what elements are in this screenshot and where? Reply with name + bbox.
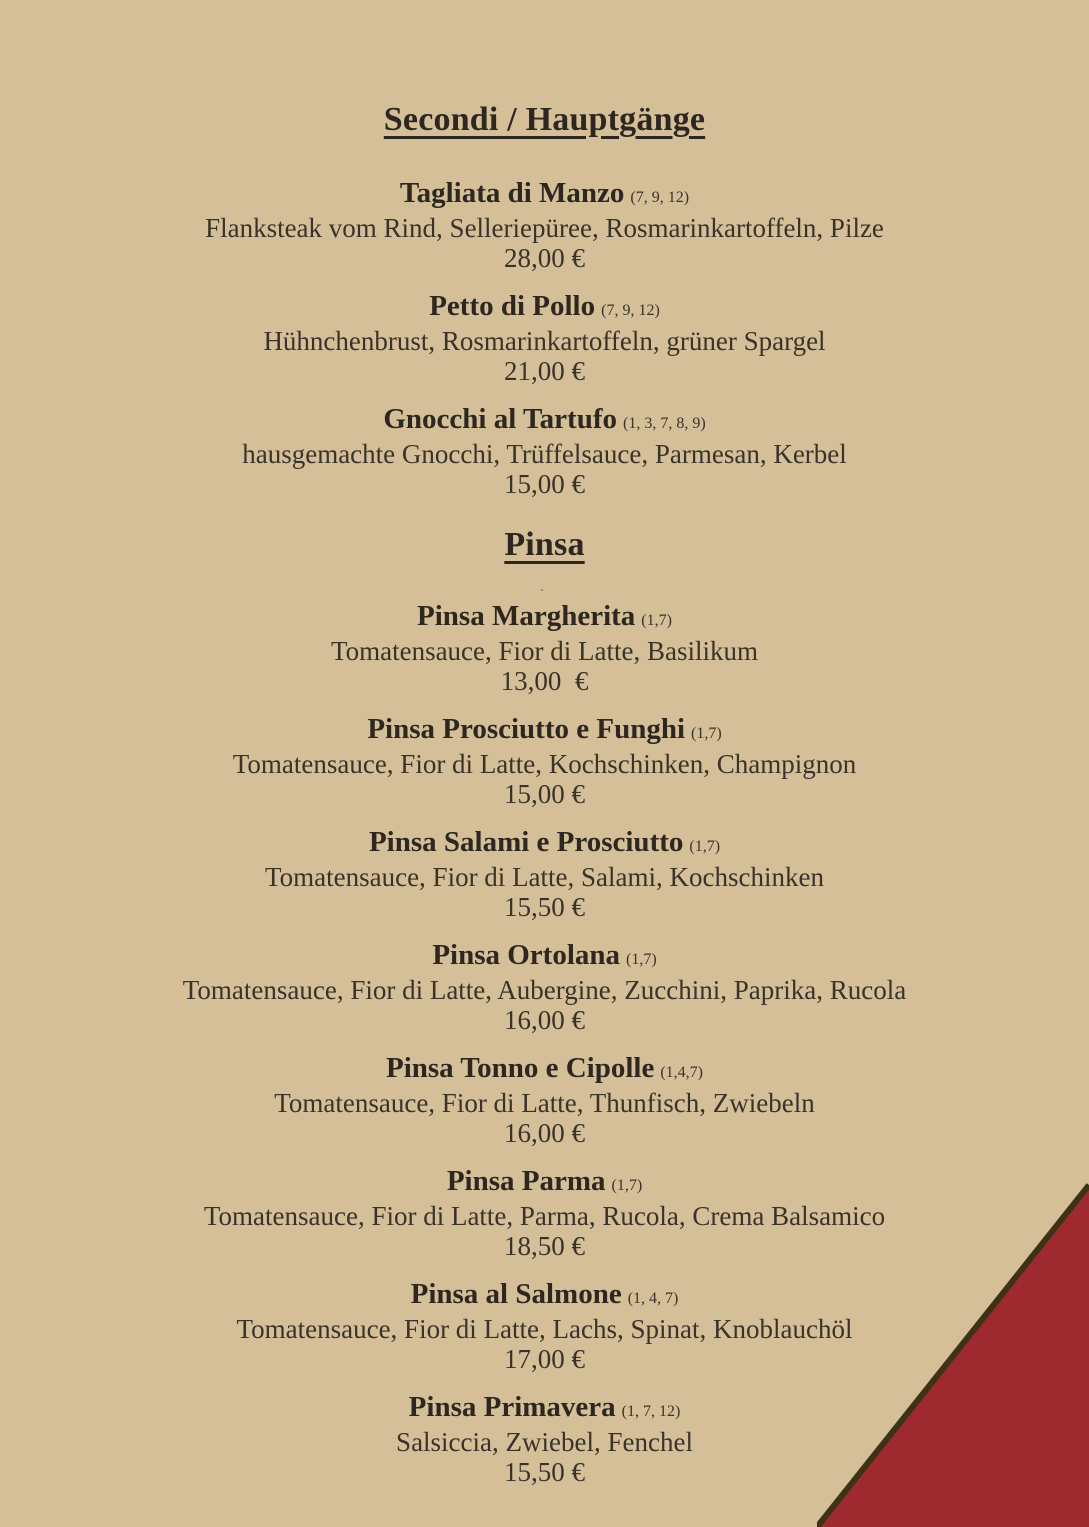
item-description: Salsiccia, Zwiebel, Fenchel	[396, 1427, 693, 1457]
item-header	[0, 714, 1089, 749]
item-header	[0, 404, 1089, 439]
item-description: Tomatensauce, Fior di Latte, Parma, Rucola, Crema Balsamico	[203, 1201, 886, 1231]
stray-print-mark: .	[540, 578, 544, 595]
item-description: Tomatensauce, Fior di Latte, Lachs, Spinat, Knoblauchöl	[236, 1314, 853, 1344]
item-description: hausgemachte Gnocchi, Trüffelsauce, Parmesan, Kerbel	[242, 439, 847, 469]
item-price: 15,00 €	[504, 779, 585, 809]
item-allergens: (1,4,7)	[660, 1064, 703, 1081]
item-allergens: (7, 9, 12)	[601, 302, 660, 319]
item-name: Pinsa Prosciutto e Funghi	[367, 713, 686, 745]
item-description: Tomatensauce, Fior di Latte, Basilikum	[330, 636, 759, 666]
item-header	[0, 601, 1089, 636]
menu-item-pinsa-tonno-e-cipolle	[0, 1053, 1089, 1148]
menu-item-pinsa-margherita	[0, 601, 1089, 696]
item-allergens: (1,7)	[641, 612, 672, 629]
item-description: Tomatensauce, Fior di Latte, Kochschinken, Champignon	[232, 749, 857, 779]
item-header	[0, 1053, 1089, 1088]
section-title-secondi: Secondi / Hauptgänge	[383, 101, 706, 138]
item-price: 17,00 €	[504, 1344, 585, 1374]
item-header	[0, 291, 1089, 326]
menu-item-pinsa-salami-e-prosciutto	[0, 827, 1089, 922]
item-allergens: (1,7)	[691, 725, 722, 742]
item-price: 15,50 €	[504, 892, 585, 922]
item-name: Petto di Pollo	[429, 290, 596, 322]
section-title-pinsa: Pinsa	[504, 526, 585, 563]
menu-item-pinsa-prosciutto-e-funghi	[0, 714, 1089, 809]
corner-accent-triangle	[817, 1177, 1089, 1527]
item-description: Flanksteak vom Rind, Selleriepüree, Rosmarinkartoffeln, Pilze	[205, 213, 884, 243]
item-name: Tagliata di Manzo	[399, 177, 625, 209]
item-price: 18,50 €	[504, 1231, 585, 1261]
item-allergens: (1, 7, 12)	[621, 1403, 681, 1420]
item-allergens: (1,7)	[611, 1177, 643, 1194]
item-header	[0, 178, 1089, 213]
item-header	[0, 827, 1089, 862]
item-name: Pinsa Primavera	[408, 1391, 616, 1423]
menu-item-tagliata-di-manzo	[0, 178, 1089, 273]
item-price: 15,50 €	[504, 1457, 585, 1487]
item-price: 16,00 €	[504, 1118, 585, 1148]
item-allergens: (1,7)	[689, 838, 721, 855]
item-allergens: (1, 3, 7, 8, 9)	[623, 415, 706, 432]
item-name: Pinsa al Salmone	[410, 1278, 622, 1310]
item-price: 15,00 €	[504, 469, 585, 499]
item-name: Pinsa Parma	[446, 1165, 606, 1197]
item-price: 13,00 €	[500, 666, 589, 696]
item-allergens: (1,7)	[626, 951, 657, 968]
item-price: 16,00 €	[504, 1005, 585, 1035]
item-description: Tomatensauce, Fior di Latte, Aubergine, Zucchini, Paprika, Rucola	[182, 975, 907, 1005]
item-description: Tomatensauce, Fior di Latte, Thunfisch, Zwiebeln	[274, 1088, 815, 1118]
item-price: 21,00 €	[504, 356, 585, 386]
menu-item-pinsa-ortolana	[0, 940, 1089, 1035]
item-name: Pinsa Ortolana	[432, 939, 621, 971]
item-allergens: (1, 4, 7)	[627, 1290, 679, 1307]
menu-item-petto-di-pollo	[0, 291, 1089, 386]
item-description: Hühnchenbrust, Rosmarinkartoffeln, grüner Spargel	[263, 326, 826, 356]
item-name: Pinsa Salami e Prosciutto	[368, 826, 684, 858]
item-name: Pinsa Margherita	[417, 600, 636, 632]
item-name: Pinsa Tonno e Cipolle	[386, 1052, 655, 1084]
item-name: Gnocchi al Tartufo	[383, 403, 617, 435]
item-price: 28,00 €	[504, 243, 585, 273]
menu-item-gnocchi-al-tartufo	[0, 404, 1089, 499]
item-header	[0, 940, 1089, 975]
item-allergens: (7, 9, 12)	[630, 189, 690, 206]
section-secondi	[0, 98, 1089, 499]
item-description: Tomatensauce, Fior di Latte, Salami, Kochschinken	[265, 862, 824, 892]
